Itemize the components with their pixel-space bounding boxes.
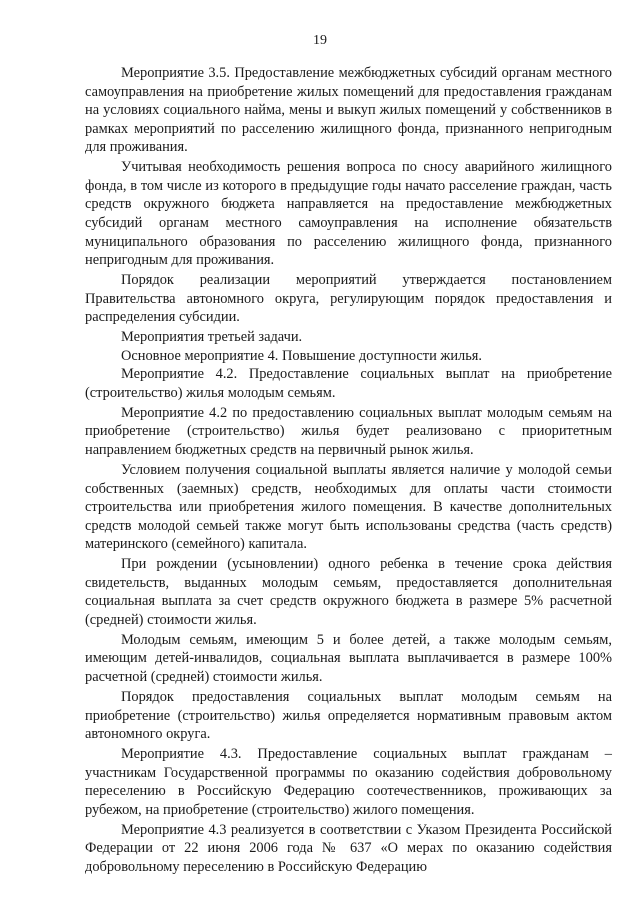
- paragraph-implementation-order: Порядок реализации мероприятий утверждается постановлением Правительства автономного округа, регулирующим порядок предоставления и распределения субсидии.: [85, 272, 612, 326]
- paragraph-main-event-4: Основное мероприятие 4. Повышение доступности жилья.: [121, 347, 482, 364]
- paragraph-payment-procedure: Порядок предоставления социальных выплат молодым семьям на приобретение (строительство) жилья определяется нормативным правовым актом автономного округа.: [85, 688, 612, 743]
- paragraph-child-birth-payment: При рождении (усыновлении) одного ребенка в течение срока действия свидетельств, выданных молодым семьям, предоставляется дополнительная социальная выплата за счет средств окружного бюджета в размере 5% расчетной (средней) стоимости жилья.: [85, 556, 612, 628]
- paragraph-payment-condition: Условием получения социальной выплаты является наличие у молодой семьи собственных (заемных) средств, необходимых для оплаты части стоимости строительства или приобретения жилого помещения. В качестве дополнительных средств молодой семьей также могут быть использованы средства (часть средств) материнского (семейного) капитала.: [85, 461, 612, 553]
- paragraph-event-4-2: Мероприятие 4.2. Предоставление социальных выплат на приобретение (строительство) жилья молодым семьям.: [85, 366, 612, 401]
- paragraph-large-families: Молодым семьям, имеющим 5 и более детей, а также молодым семьям, имеющим детей-инвалидов, социальная выплата выплачивается в размере 100% расчетной (средней) стоимости жилья.: [85, 631, 612, 686]
- document-body: [85, 64, 612, 878]
- paragraph-event-4-3-decree: Мероприятие 4.3 реализуется в соответствии с Указом Президента Российской Федерации от 22 июня 2006 года № 637 «О мерах по оказанию содействия добровольному переселению в Российскую Федерацию: [85, 821, 612, 875]
- paragraph-event-3-5: Мероприятие 3.5. Предоставление межбюджетных субсидий органам местного самоуправления на приобретение жилых помещений для предоставления гражданам на условиях социального найма, мены и выкуп жилых помещений у собственников в рамках мероприятий по расселению жилищного фонда, признанного непригодным для проживания.: [85, 65, 612, 156]
- paragraph-event-4-2-details: Мероприятие 4.2 по предоставлению социальных выплат молодым семьям на приобретение (строительство) жилья будет реализовано с приоритетным направлением бюджетных средств на первичный рынок жилья.: [85, 404, 612, 459]
- paragraph-third-task-heading: Мероприятия третьей задачи.: [121, 329, 303, 346]
- paragraph-event-4-3: Мероприятие 4.3. Предоставление социальных выплат гражданам – участникам Государственной программы по оказанию содействия добровольному переселению в Российскую Федерацию соотечественников, проживающих за рубежом, на приобретение (строительство) жилого помещения.: [85, 746, 612, 818]
- page-number: 19: [313, 33, 327, 48]
- paragraph-demolition-rationale: Учитывая необходимость решения вопроса по сносу аварийного жилищного фонда, в том числе из которого в предыдущие годы начато расселение граждан, часть средств окружного бюджета направляется на предоставление межбюджетных субсидий органам местного самоуправления на исполнение обязательств муниципального образования по расселению жилищного фонда, признанного непригодным для проживания.: [85, 159, 612, 269]
